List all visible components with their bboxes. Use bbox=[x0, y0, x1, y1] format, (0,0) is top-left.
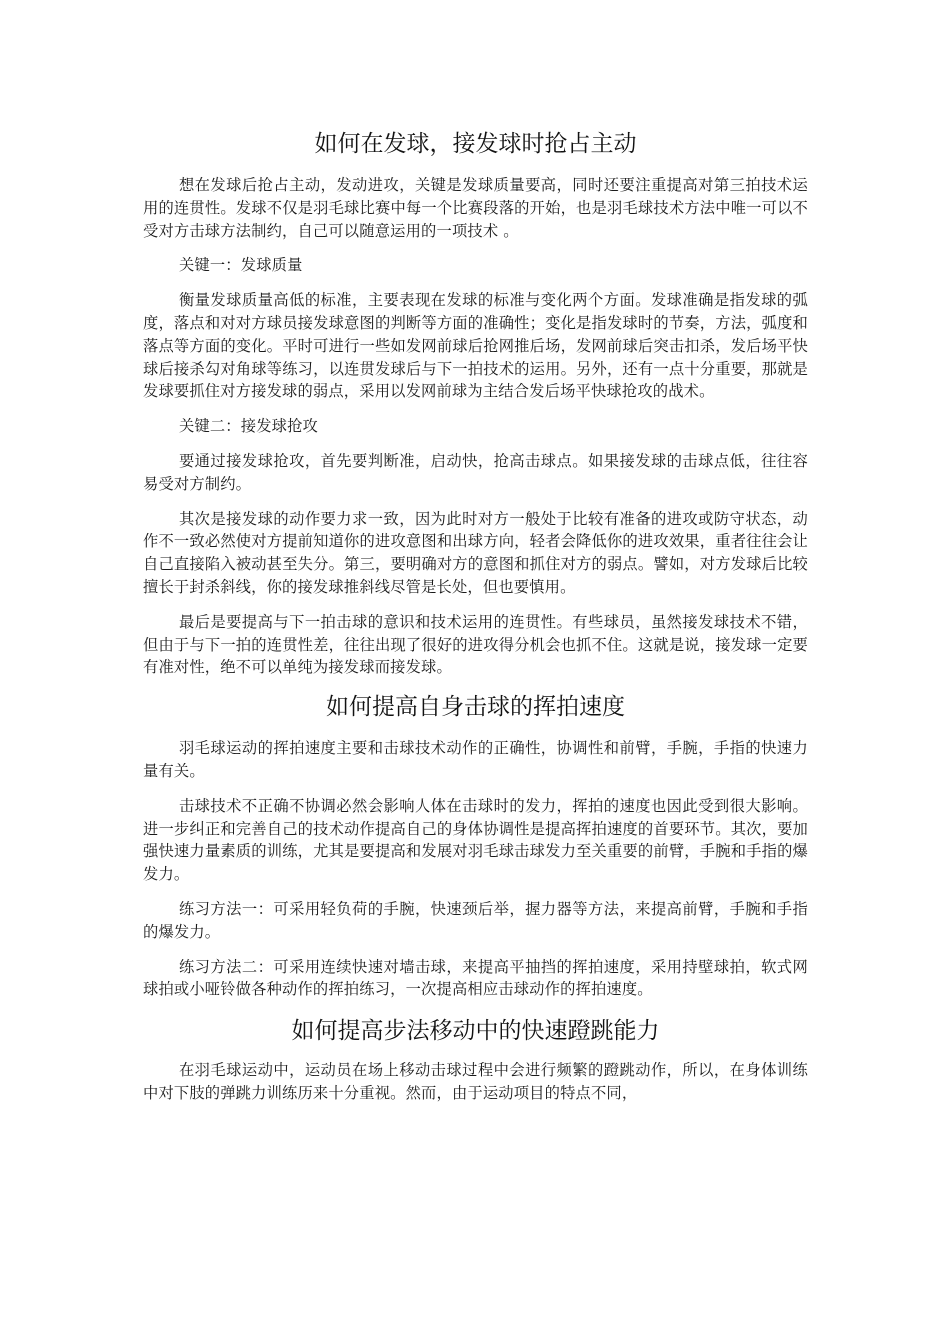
document-page bbox=[143, 128, 808, 1117]
key-heading-receive-attack: 关键二：接发球抢攻 bbox=[178, 417, 318, 436]
paragraph: 其次是接发球的动作要力求一致，因为此时对方一般处于比较有准备的进攻或防守状态，动作不一致必然使对方提前知道你的进攻意图和出球方向，轻者会降低你的进攻效果，重者往往会让自己直接陷入被动甚至失分。第三，要明确对方的意图和抓住对方的弱点。譬如，对方发球后比较擅长于封杀斜线，你的接发球推斜线尽管是长处，但也要慎用。 bbox=[143, 509, 808, 596]
key-heading-serve-quality: 关键一：发球质量 bbox=[178, 256, 303, 275]
section-title-footwork-jump: 如何提高步法移动中的快速蹬跳能力 bbox=[291, 1018, 660, 1045]
paragraph: 衡量发球质量高低的标准，主要表现在发球的标准与变化两个方面。发球准确是指发球的弧度，落点和对对方球员接发球意图的判断等方面的准确性；变化是指发球时的节奏，方法，弧度和落点等方面的变化。平时可进行一些如发网前球后抢网推后场，发网前球后突击扣杀，发后场平快球后接杀勾对角球等练习，以连贯发球后与下一拍技术的运用。另外，还有一点十分重要，那就是发球要抓住对方接发球的弱点，采用以发网前球为主结合发后场平快球抢攻的战术。 bbox=[143, 291, 808, 401]
paragraph: 羽毛球运动的挥拍速度主要和击球技术动作的正确性，协调性和前臂，手腕，手指的快速力量有关。 bbox=[143, 739, 808, 780]
section-title-serve-initiative: 如何在发球，接发球时抢占主动 bbox=[314, 131, 637, 157]
paragraph: 练习方法一：可采用轻负荷的手腕，快速颈后举，握力器等方法，来提高前臂，手腕和手指的爆发力。 bbox=[143, 899, 808, 941]
paragraph: 练习方法二：可采用连续快速对墙击球，来提高平抽挡的挥拍速度，采用持壁球拍，软式网球拍或小哑铃做各种动作的挥拍练习，一次提高相应击球动作的挥拍速度。 bbox=[143, 957, 808, 999]
paragraph: 最后是要提高与下一拍击球的意识和技术运用的连贯性。有些球员，虽然接发球技术不错，但由于与下一拍的连贯性差，往往出现了很好的进攻得分机会也抓不住。这就是说，接发球一定要有准对性，绝不可以单纯为接发球而接发球。 bbox=[143, 612, 808, 677]
section-title-swing-speed: 如何提高自身击球的挥拍速度 bbox=[326, 694, 625, 721]
paragraph: 想在发球后抢占主动，发动进攻，关键是发球质量要高，同时还要注重提高对第三拍技术运用的连贯性。发球不仅是羽毛球比赛中每一个比赛段落的开始，也是羽毛球技术方法中唯一可以不受对方击球方法制约，自己可以随意运用的一项技术 。 bbox=[143, 176, 808, 240]
paragraph: 击球技术不正确不协调必然会影响人体在击球时的发力，挥拍的速度也因此受到很大影响。进一步纠正和完善自己的技术动作提高自己的身体协调性是提高挥拍速度的首要环节。其次，要加强快速力量素质的训练，尤其是要提高和发展对羽毛球击球发力至关重要的前臂，手腕和手指的爆发力。 bbox=[143, 796, 808, 884]
paragraph: 在羽毛球运动中，运动员在场上移动击球过程中会进行频繁的蹬跳动作，所以，在身体训练中对下肢的弹跳力训练历来十分重视。然而，由于运动项目的特点不同， bbox=[143, 1061, 808, 1102]
paragraph: 要通过接发球抢攻，首先要判断准，启动快，抢高击球点。如果接发球的击球点低，往往容易受对方制约。 bbox=[143, 451, 808, 493]
